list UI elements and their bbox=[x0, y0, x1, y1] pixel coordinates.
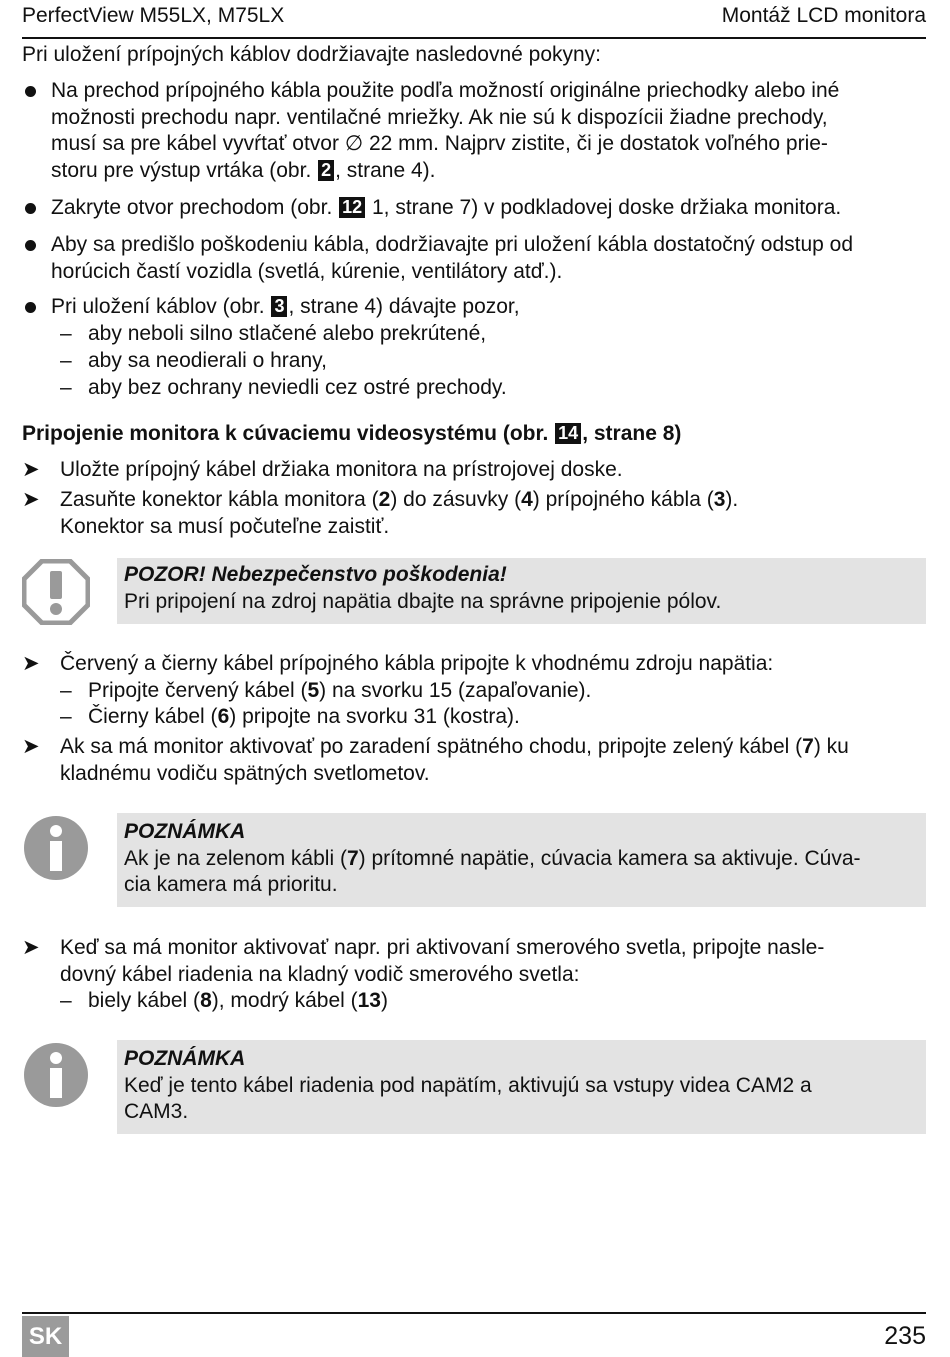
bullet-2: Zakryte otvor prechodom (obr. 12 1, strane 7) v podkladovej doske držiaka monitora. bbox=[51, 196, 842, 219]
note-1-line: Ak je na zelenom kábli (7) prítomné napätie, cúvacia kamera sa aktivuje. Cúva- bbox=[124, 846, 861, 870]
step-4 bbox=[60, 734, 849, 787]
dash-marker: – bbox=[60, 705, 72, 728]
step-3-sub-2: Čierny kábel (6) pripojte na svorku 31 (kostra). bbox=[88, 705, 520, 728]
bullet-1-line: musí sa pre kábel vyvŕtať otvor ∅ 22 mm. Najprv zistite, či je dostatok voľného prie- bbox=[51, 132, 828, 155]
bullet-4-sub-1: aby neboli silno stlačené alebo prekrútené, bbox=[88, 322, 487, 345]
bullet-dot bbox=[25, 302, 36, 313]
step-2-line: Zasuňte konektor kábla monitora (2) do zásuvky (4) prípojného kábla (3). bbox=[60, 488, 739, 511]
dash-marker: – bbox=[60, 989, 72, 1012]
warning-text: Pri pripojení na zdroj napätia dbajte na správne pripojenie pólov. bbox=[124, 589, 722, 613]
step-3-sub-1: Pripojte červený kábel (5) na svorku 15 (zapaľovanie). bbox=[88, 679, 592, 702]
warning-box bbox=[117, 558, 926, 624]
figure-badge: 3 bbox=[271, 296, 287, 317]
note-box-1 bbox=[117, 813, 926, 907]
bullet-1-line: možnosti prechodu napr. ventilačné mriežky. Ak nie sú k dispozícii žiadne prechody, bbox=[51, 105, 828, 129]
language-badge: SK bbox=[22, 1316, 69, 1357]
step-5 bbox=[60, 935, 824, 988]
bullet-1 bbox=[51, 78, 839, 184]
info-icon bbox=[23, 815, 89, 881]
dash-marker: – bbox=[60, 349, 72, 372]
arrow-marker: ➤ bbox=[22, 936, 40, 959]
page-number: 235 bbox=[884, 1322, 926, 1350]
bullet-dot bbox=[25, 203, 36, 214]
dash-marker: – bbox=[60, 376, 72, 399]
step-5-sub-1: biely kábel (8), modrý kábel (13) bbox=[88, 989, 388, 1012]
arrow-marker: ➤ bbox=[22, 652, 40, 675]
step-2-line: Konektor sa musí počuteľne zaistiť. bbox=[60, 514, 390, 538]
note-1-line: cia kamera má prioritu. bbox=[124, 873, 338, 896]
dash-marker: – bbox=[60, 679, 72, 702]
dash-marker: – bbox=[60, 322, 72, 345]
bullet-4-sub-2: aby sa neodierali o hrany, bbox=[88, 349, 327, 372]
note-1-title: POZNÁMKA bbox=[124, 820, 246, 843]
header-section: Montáž LCD monitora bbox=[721, 4, 926, 27]
warning-icon bbox=[22, 559, 90, 625]
bullet-dot bbox=[25, 240, 36, 251]
note-2-line: Keď je tento kábel riadenia pod napätím, aktivujú sa vstupy videa CAM2 a bbox=[124, 1073, 812, 1097]
step-1: Uložte prípojný kábel držiaka monitora na prístrojovej doske. bbox=[60, 458, 623, 481]
bullet-4: Pri uložení káblov (obr. 3 , strane 4) dávajte pozor, bbox=[51, 295, 520, 318]
bullet-3 bbox=[51, 232, 853, 285]
note-box-2 bbox=[117, 1040, 926, 1134]
header-rule bbox=[22, 37, 926, 39]
figure-badge: 2 bbox=[318, 160, 334, 181]
info-icon bbox=[23, 1042, 89, 1108]
bullet-3-line: horúcich častí vozidla (svetlá, kúrenie, ventilátory atď.). bbox=[51, 259, 563, 283]
bullet-3-line: Aby sa predišlo poškodeniu kábla, dodržiavajte pri uložení kábla dostatočný odstup od bbox=[51, 233, 854, 256]
step-5-line: dovný kábel riadenia na kladný vodič smerového svetla: bbox=[60, 962, 580, 986]
step-5-line: Keď sa má monitor aktivovať napr. pri aktivovaní smerového svetla, pripojte nasle- bbox=[60, 936, 825, 959]
figure-badge: 12 bbox=[339, 197, 365, 218]
figure-badge: 14 bbox=[555, 423, 581, 444]
warning-title: POZOR! Nebezpečenstvo poškodenia! bbox=[124, 563, 507, 586]
intro-text: Pri uložení prípojných káblov dodržiavajte nasledovné pokyny: bbox=[22, 43, 602, 66]
step-3: Červený a čierny kábel prípojného kábla pripojte k vhodnému zdroju napätia: bbox=[60, 652, 774, 675]
section-heading: Pripojenie monitora k cúvaciemu videosystému (obr. 14 , strane 8) bbox=[22, 422, 682, 445]
note-2-line: CAM3. bbox=[124, 1100, 189, 1123]
note-2-title: POZNÁMKA bbox=[124, 1047, 246, 1070]
step-4-line: kladnému vodiču spätných svetlometov. bbox=[60, 761, 430, 785]
arrow-marker: ➤ bbox=[22, 735, 40, 758]
bullet-dot bbox=[25, 86, 36, 97]
bullet-1-line: Na prechod prípojného kábla použite podľa možností originálne priechodky alebo iné bbox=[51, 79, 840, 102]
bullet-4-sub-3: aby bez ochrany neviedli cez ostré prechody. bbox=[88, 376, 507, 399]
bullet-1-line: storu pre výstup vrtáka (obr. 2 , strane 4). bbox=[51, 158, 436, 182]
step-2 bbox=[60, 487, 738, 540]
step-4-line: Ak sa má monitor aktivovať po zaradení spätného chodu, pripojte zelený kábel (7) ku bbox=[60, 735, 849, 758]
arrow-marker: ➤ bbox=[22, 488, 40, 511]
arrow-marker: ➤ bbox=[22, 458, 40, 481]
header-product: PerfectView M55LX, M75LX bbox=[22, 4, 285, 27]
footer-rule bbox=[22, 1312, 926, 1314]
